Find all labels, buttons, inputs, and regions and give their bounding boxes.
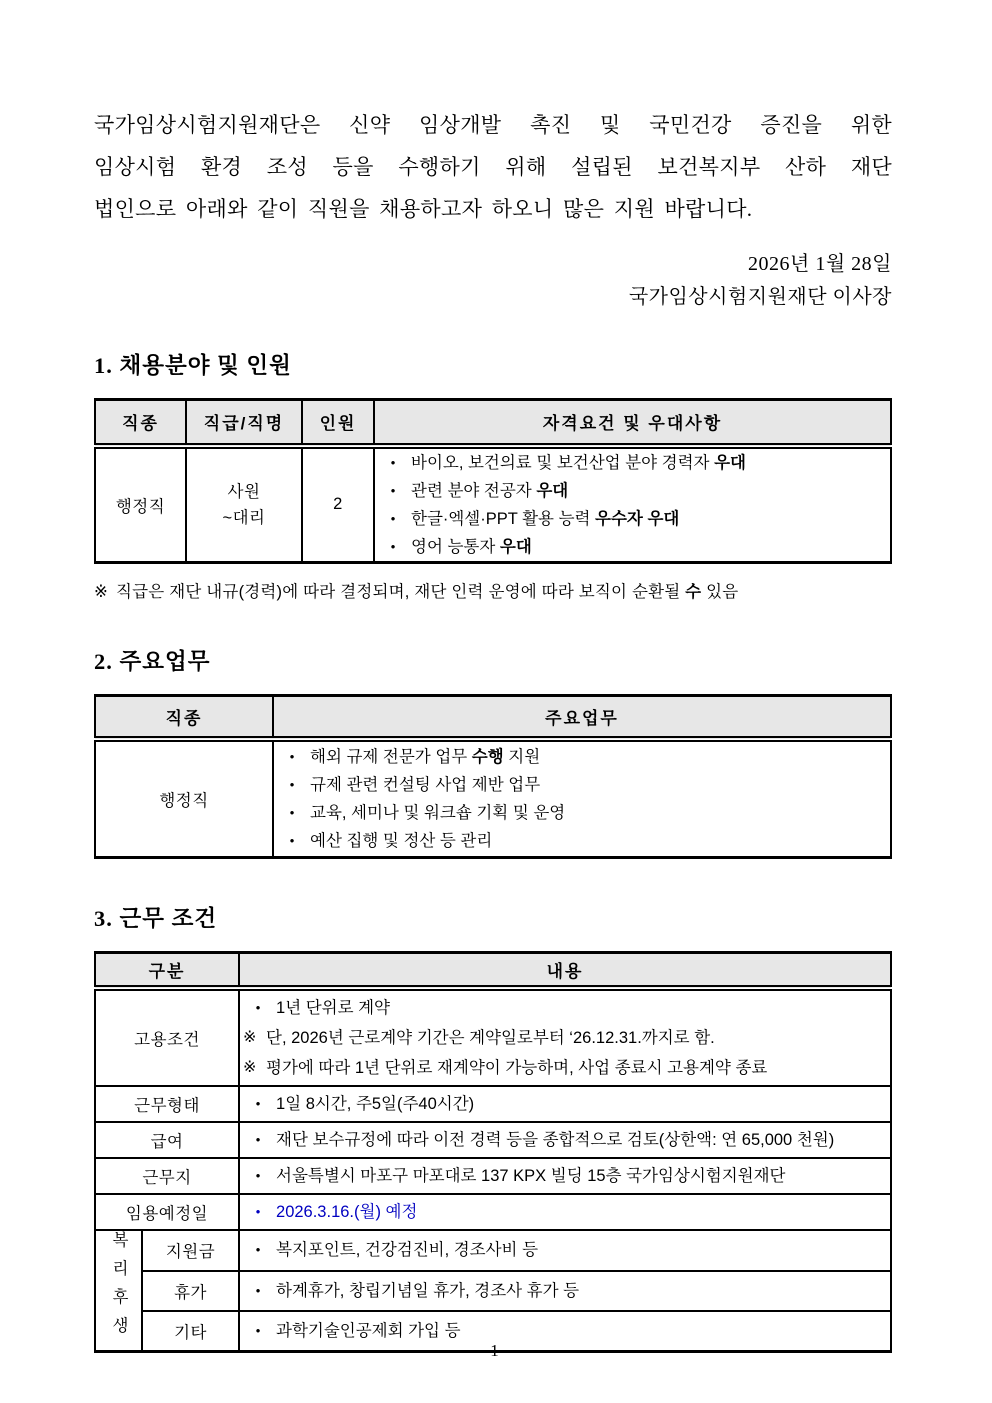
row-label: 급여	[95, 1122, 239, 1158]
bullet-icon: •	[289, 832, 295, 848]
row-content	[239, 1158, 891, 1194]
section3-title: 3. 근무 조건	[94, 905, 218, 931]
condition-line	[240, 1023, 890, 1053]
condition-text: 복지포인트, 건강검진비, 경조사비 등	[276, 1241, 539, 1260]
table1-footnote: ※ 직급은 재단 내규(경력)에 따라 결정되며, 재단 인력 운영에 따라 보직이 순환될 수 있음	[94, 582, 739, 601]
duties-table-row	[95, 739, 891, 857]
doc-date: 2026년 1월 28일	[748, 253, 892, 275]
bullet-icon: •	[390, 538, 396, 554]
col-header-job-type: 직종	[95, 695, 273, 739]
intro-line: 국가임상시험지원재단은 신약 임상개발 촉진 및 국민건강 증진을 위한	[94, 113, 892, 137]
row-content	[239, 1086, 891, 1122]
col-header-duties: 주요업무	[273, 695, 891, 739]
condition-text: 단, 2026년 근로계약 기간은 계약일로부터 ‘26.12.31.까지로 함.	[266, 1029, 715, 1047]
duty-text: 규제 관련 컨설팅 사업 제반 업무	[310, 775, 541, 794]
duty-text: 예산 집행 및 정산 등 관리	[310, 831, 493, 850]
condition-text: 1일 8시간, 주5일(주40시간)	[276, 1095, 475, 1113]
row-label: 기타	[142, 1311, 239, 1352]
qualification-item	[375, 449, 890, 477]
table-row-salary	[95, 1122, 891, 1158]
condition-text: 과학기술인공제회 가입 등	[276, 1322, 461, 1340]
qualification-text: 영어 능통자 우대	[411, 537, 532, 556]
section1-title: 1. 채용분야 및 인원	[94, 353, 292, 378]
condition-text: 2026.3.16.(월) 예정	[276, 1203, 418, 1221]
section2-title: 2. 주요업무	[94, 648, 211, 674]
condition-line	[240, 1197, 890, 1227]
bullet-icon: •	[255, 1000, 261, 1015]
bullet-icon: •	[390, 454, 396, 470]
condition-text: 평가에 따라 1년 단위로 재계약이 가능하며, 사업 종료시 고용계약 종료	[266, 1059, 768, 1077]
grade-line: 사원	[227, 482, 261, 501]
cell-qualifications	[374, 446, 891, 563]
col-header-count: 인원	[302, 400, 374, 446]
condition-line	[240, 1053, 890, 1083]
cell-count: 2	[302, 446, 374, 563]
bullet-icon: •	[255, 1132, 261, 1147]
page-number: - 1 -	[474, 1341, 518, 1360]
condition-text: 1년 단위로 계약	[276, 999, 390, 1017]
condition-line	[240, 1235, 890, 1265]
row-label: 고용조건	[95, 988, 239, 1086]
cell-job-type: 행정직	[95, 739, 273, 857]
bullet-icon: •	[255, 1204, 261, 1219]
condition-line	[240, 1161, 890, 1191]
row-label: 휴가	[142, 1271, 239, 1312]
condition-line	[240, 1125, 890, 1155]
row-content	[239, 1122, 891, 1158]
qualification-text: 관련 분야 전공자 우대	[411, 481, 569, 500]
work-conditions-table	[94, 951, 892, 1354]
table-row-welfare-vacation	[95, 1271, 891, 1312]
condition-text: 서울특별시 마포구 마포대로 137 KPX 빌딩 15층 국가임상시험지원재단	[276, 1167, 786, 1185]
intro-paragraph	[94, 104, 892, 230]
bullet-icon: •	[255, 1096, 261, 1111]
bullet-icon: •	[289, 748, 295, 764]
doc-signature: 국가임상시험지원재단 이사장	[628, 286, 892, 308]
condition-text: 재단 보수규정에 따라 이전 경력 등을 종합적으로 검토(상한액: 연 65,000 천원)	[276, 1131, 835, 1149]
col-header-qualifications: 자격요건 및 우대사항	[374, 400, 891, 446]
row-content	[239, 988, 891, 1086]
table-row-start-date	[95, 1194, 891, 1230]
duty-item	[274, 743, 890, 771]
cell-duties	[273, 739, 891, 857]
note-marker-icon: ※	[243, 1059, 257, 1076]
row-label: 지원금	[142, 1230, 239, 1271]
bullet-icon: •	[255, 1282, 261, 1298]
row-content	[239, 1230, 891, 1271]
bullet-icon: •	[255, 1323, 261, 1338]
table-row-employment	[95, 988, 891, 1086]
duty-text: 해외 규제 전문가 업무 수행 지원	[310, 747, 541, 766]
col-header-content: 내용	[239, 952, 891, 988]
grade-line: ~대리	[222, 508, 266, 527]
intro-line: 임상시험 환경 조성 등을 수행하기 위해 설립된 보건복지부 산하 재단	[94, 155, 892, 179]
qualification-item	[375, 477, 890, 505]
qualification-item	[375, 505, 890, 533]
cell-job-type: 행정직	[95, 446, 186, 563]
recruitment-table-header-row	[95, 400, 891, 446]
table-row-worktype	[95, 1086, 891, 1122]
condition-line	[240, 993, 890, 1023]
row-label: 근무형태	[95, 1086, 239, 1122]
row-label: 근무지	[95, 1158, 239, 1194]
col-header-category: 구분	[95, 952, 239, 988]
note-marker-icon: ※	[94, 582, 109, 601]
col-header-job-type: 직종	[95, 400, 186, 446]
qualification-text: 바이오, 보건의료 및 보건산업 분야 경력자 우대	[411, 453, 746, 472]
bullet-icon: •	[390, 510, 396, 526]
row-label: 임용예정일	[95, 1194, 239, 1230]
duty-item	[274, 771, 890, 799]
row-content	[239, 1194, 891, 1230]
duty-text: 교육, 세미나 및 워크숍 기획 및 운영	[310, 803, 566, 822]
row-content	[239, 1271, 891, 1312]
table-row-welfare-support	[95, 1230, 891, 1271]
bullet-icon: •	[255, 1168, 261, 1183]
recruitment-table-row	[95, 446, 891, 563]
table-row-workplace	[95, 1158, 891, 1194]
duty-item	[274, 827, 890, 855]
condition-text: 하계휴가, 창립기념일 휴가, 경조사 휴가 등	[276, 1281, 580, 1300]
duty-item	[274, 799, 890, 827]
bullet-icon: •	[255, 1242, 261, 1258]
note-marker-icon: ※	[243, 1029, 257, 1046]
col-header-grade: 직급/직명	[186, 400, 302, 446]
cell-grade	[186, 446, 302, 563]
qualification-item	[375, 533, 890, 561]
welfare-group-label: 복리후생	[95, 1230, 142, 1352]
date-signature-block	[94, 248, 892, 314]
conditions-table-header-row	[95, 952, 891, 988]
bullet-icon: •	[390, 482, 396, 498]
bullet-icon: •	[289, 776, 295, 792]
duties-table	[94, 694, 892, 859]
duties-table-header-row	[95, 695, 891, 739]
bullet-icon: •	[289, 804, 295, 820]
condition-line	[240, 1089, 890, 1119]
qualification-text: 한글·엑셀·PPT 활용 능력 우수자 우대	[411, 509, 680, 528]
condition-line	[240, 1276, 890, 1306]
recruitment-table	[94, 398, 892, 564]
intro-line: 법인으로 아래와 같이 직원을 채용하고자 하오니 많은 지원 바랍니다.	[94, 197, 753, 221]
